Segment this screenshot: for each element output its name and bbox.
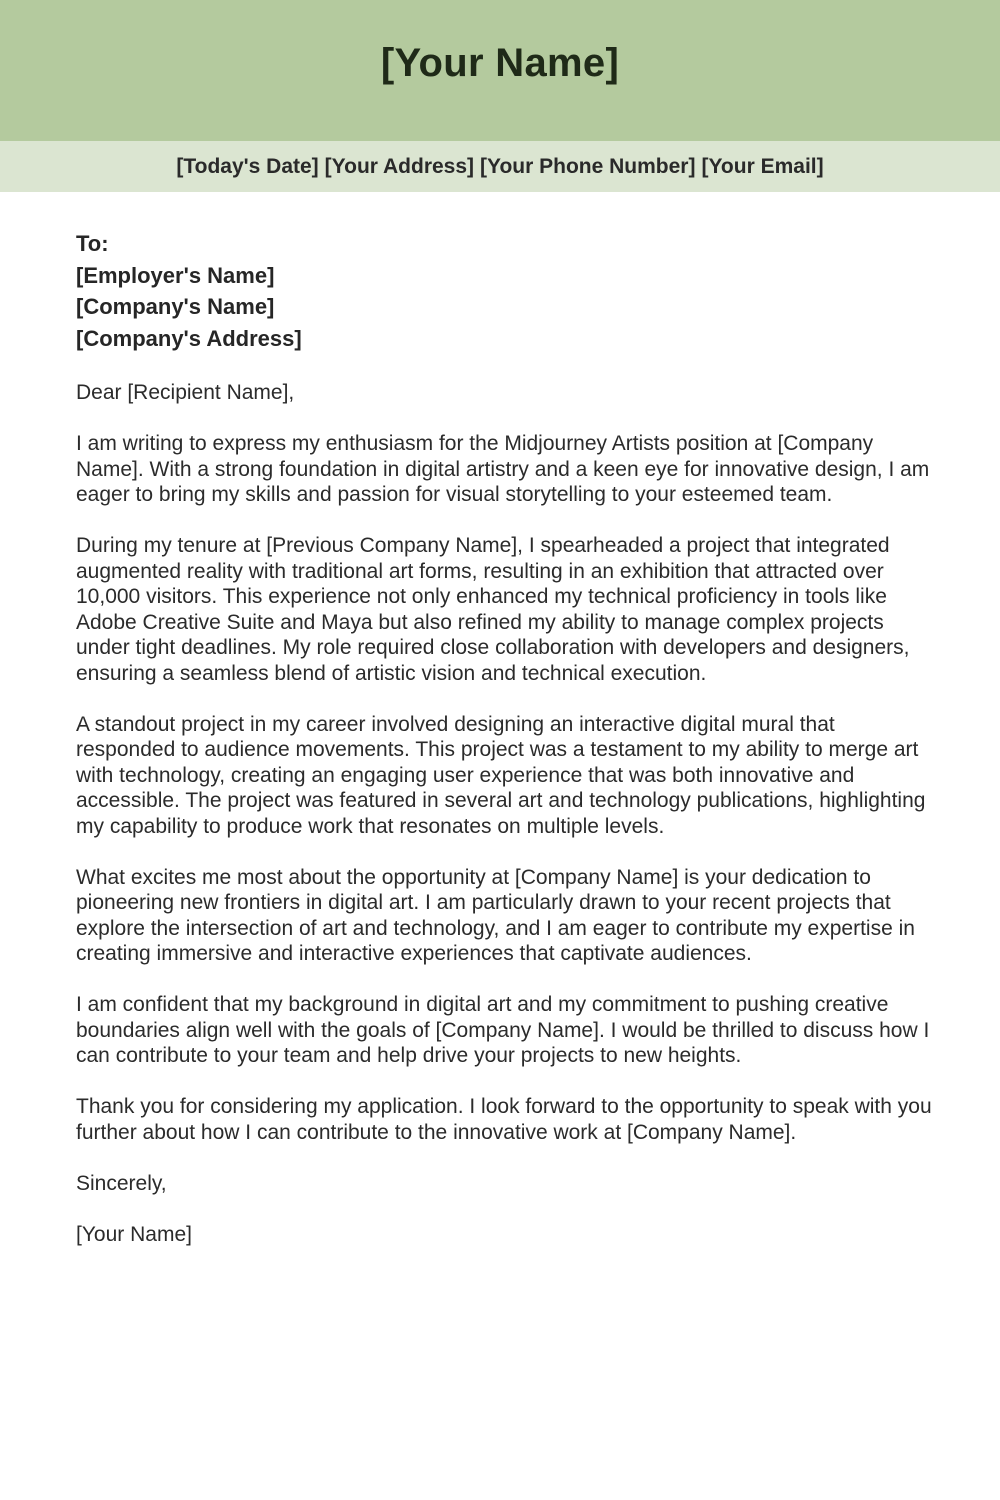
contact-address: [Your Address] xyxy=(324,154,475,178)
recipient-block xyxy=(76,228,936,354)
header-band xyxy=(0,0,1000,141)
recipient-employer-name: [Employer's Name] xyxy=(76,262,275,288)
contact-date: [Today's Date] xyxy=(176,154,319,178)
contact-email: [Your Email] xyxy=(701,154,824,178)
contact-phone: [Your Phone Number] xyxy=(480,154,696,178)
recipient-to-label: To: xyxy=(76,231,109,256)
contact-band xyxy=(0,141,1000,192)
paragraph-confidence: I am confident that my background in digital art and my commitment to pushing creative boundaries align well with the goals of [Company Name]. I would be thrilled to discuss how I can contribute to your team and help drive your projects to new heights. xyxy=(76,993,930,1067)
recipient-company-address: [Company's Address] xyxy=(76,325,302,351)
header-name: [Your Name] xyxy=(380,41,620,85)
paragraph-experience: During my tenure at [Previous Company Name], I spearheaded a project that integrated augmented reality with traditional art forms, resulting in an exhibition that attracted over 10,000 visitors. This experience not only enhanced my technical proficiency in tools like Adobe Creative Suite and Maya but also refined my ability to manage complex projects under tight deadlines. My role required close collaboration with developers and designers, ensuring a seamless blend of artistic vision and technical execution. xyxy=(76,534,910,685)
paragraph-thank-you: Thank you for considering my application. I look forward to the opportunity to speak with you further about how I can contribute to the innovative work at [Company Name]. xyxy=(76,1095,932,1144)
paragraph-intro: I am writing to express my enthusiasm for the Midjourney Artists position at [Company Name]. With a strong foundation in digital artistry and a keen eye for innovative design, I am eager to bring my skills and passion for visual storytelling to your esteemed team. xyxy=(76,432,930,506)
paragraph-standout-project: A standout project in my career involved designing an interactive digital mural that responded to audience movements. This project was a testament to my ability to merge art with technology, creating an engaging user experience that was both innovative and accessible. The project was featured in several art and technology publications, highlighting my capability to produce work that resonates on multiple levels. xyxy=(76,712,926,838)
paragraph-opportunity: What excites me most about the opportunity at [Company Name] is your dedication to pioneering new frontiers in digital art. I am particularly drawn to your recent projects that explore the intersection of art and technology, and I am eager to contribute my expertise in creating immersive and interactive experiences that captivate audiences. xyxy=(76,865,915,965)
letter-body xyxy=(76,228,936,1247)
recipient-company-name: [Company's Name] xyxy=(76,294,275,319)
closing: Sincerely, xyxy=(76,1171,167,1195)
signature: [Your Name] xyxy=(76,1222,192,1246)
salutation: Dear [Recipient Name], xyxy=(76,381,295,404)
